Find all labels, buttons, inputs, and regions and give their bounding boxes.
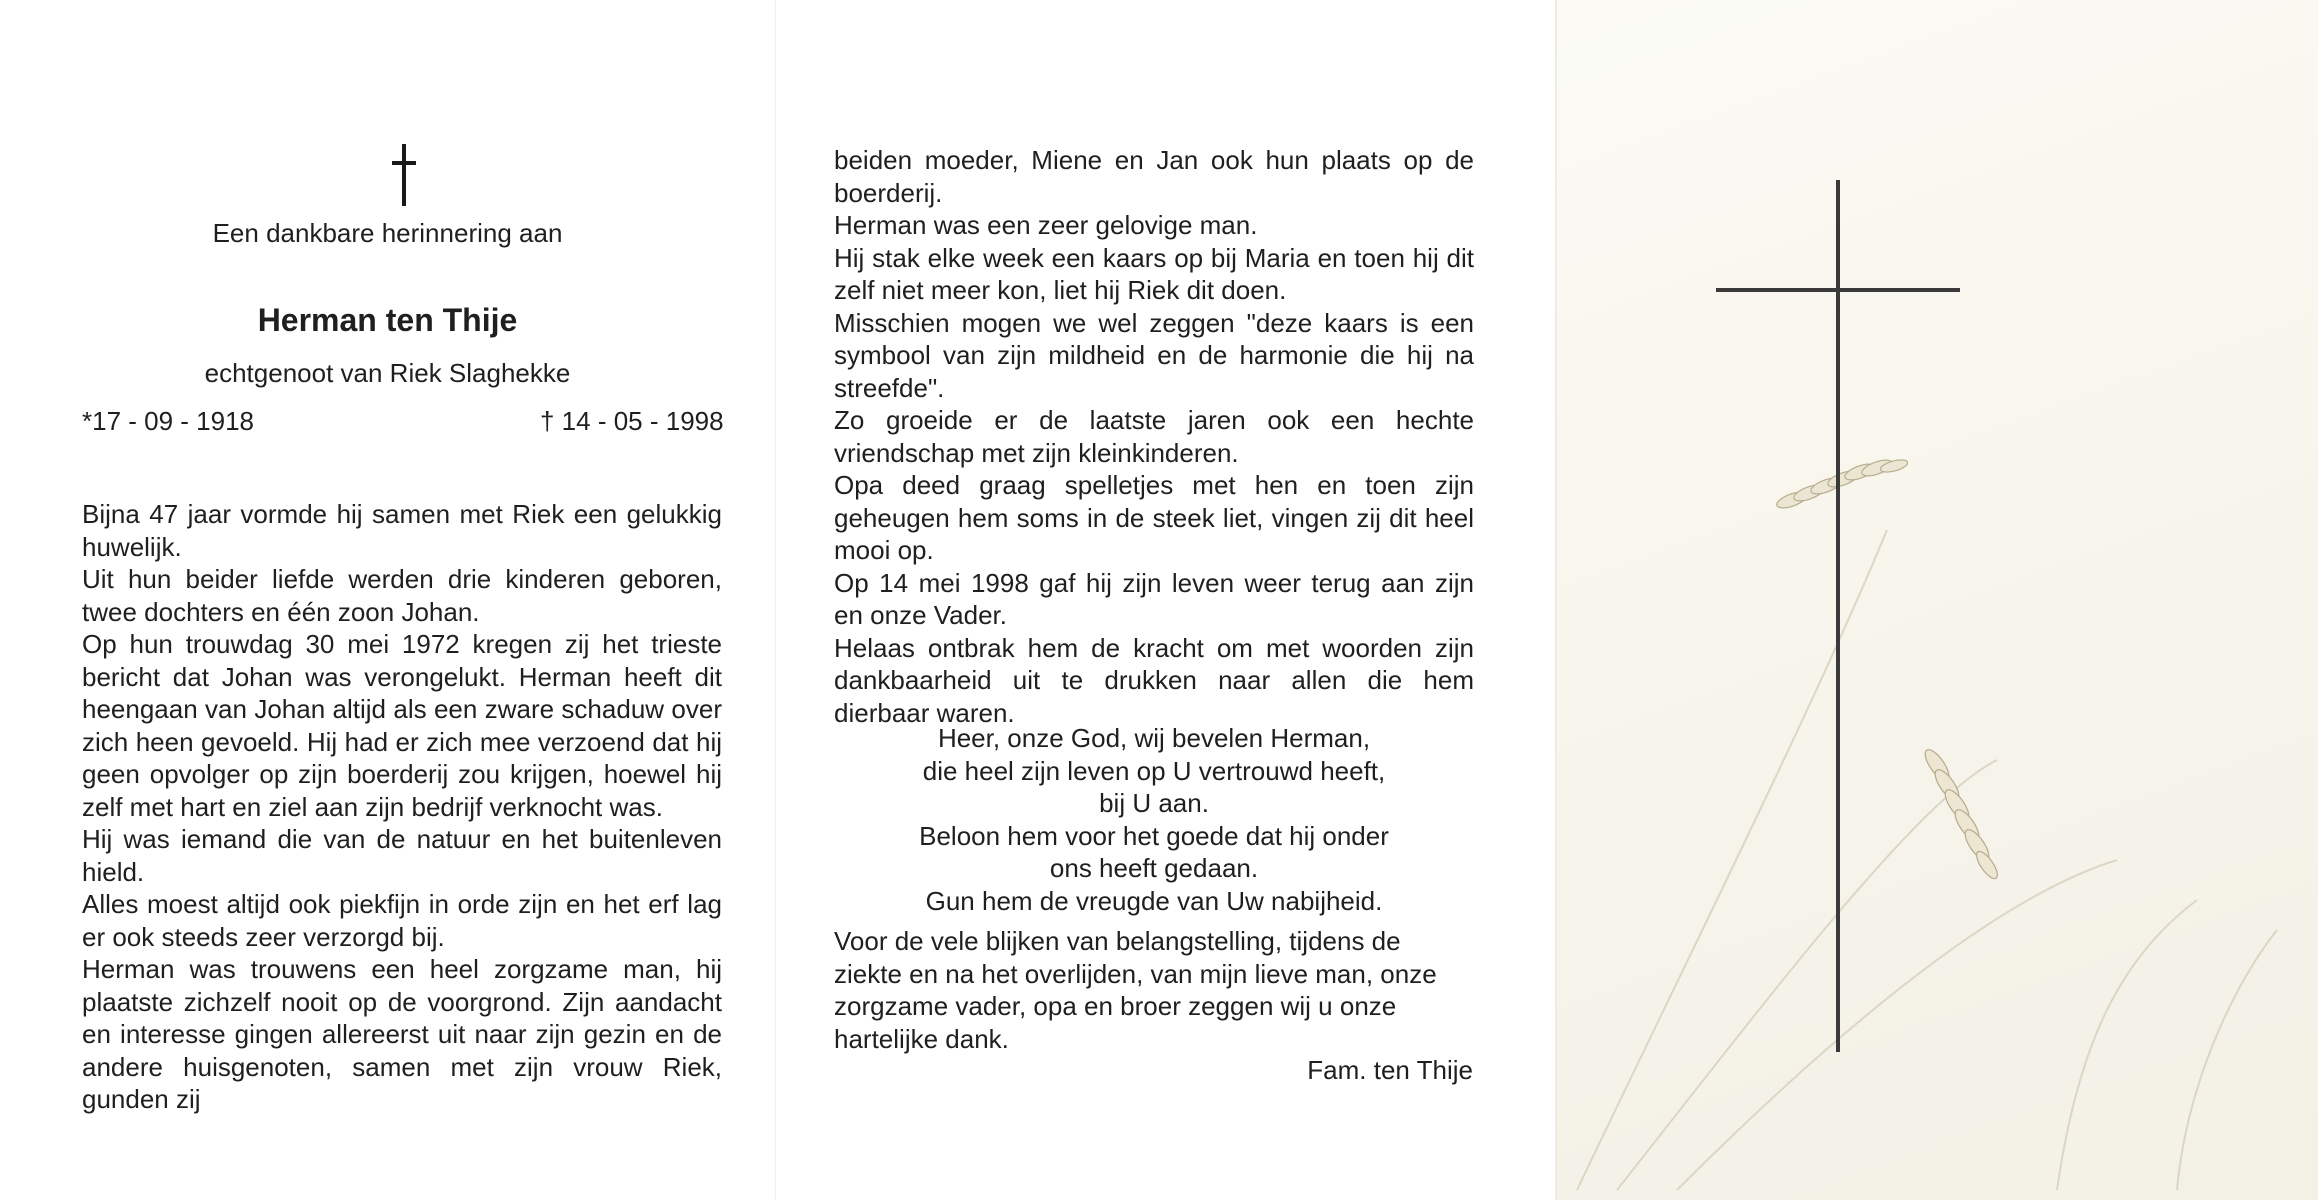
paragraph: Opa deed graag spelletjes met hen en toen zijn geheugen hem soms in de steek liet, vingen zij dit heel mooi op. bbox=[834, 470, 1474, 565]
paragraph: Herman was trouwens een heel zorgzame man, hij plaatste zichzelf nooit op de voorgrond. Zijn aandacht en interesse gingen allereerst uit naar zijn gezin en de andere huisgenoten, samen met zijn vrouw Riek, gunden zij bbox=[82, 954, 722, 1114]
paragraph: Helaas ontbrak hem de kracht om met woorden zijn dankbaarheid uit te drukken naar allen die hem dierbaar waren. bbox=[834, 632, 1474, 728]
prayer-block bbox=[834, 722, 1474, 917]
paragraph: Misschien mogen we wel zeggen "deze kaars is een symbool van zijn mildheid en de harmonie die hij na streefde". bbox=[834, 307, 1474, 403]
prayer-line: Beloon hem voor het goede dat hij onder bbox=[919, 820, 1389, 851]
cover-panel bbox=[1555, 0, 2318, 1200]
paragraph: beiden moeder, Miene en Jan ook hun plaats op de boerderij. bbox=[834, 145, 1474, 208]
birth-date: *17 - 09 - 1918 bbox=[82, 406, 255, 436]
prayer-line: ons heeft gedaan. bbox=[1049, 853, 1259, 883]
wheat-ears-illustration bbox=[1557, 0, 2318, 1200]
spouse-line: echtgenoot van Riek Slaghekke bbox=[204, 358, 571, 388]
middle-text-block bbox=[834, 144, 1474, 729]
family-signature: Fam. ten Thije bbox=[1307, 1055, 1473, 1085]
paragraph: Hij was iemand die van de natuur en het buitenleven hield. bbox=[82, 824, 722, 887]
paragraph: Herman was een zeer gelovige man. bbox=[834, 210, 1258, 240]
intro-line: Een dankbare herinnering aan bbox=[212, 218, 563, 248]
death-date: † 14 - 05 - 1998 bbox=[540, 406, 724, 436]
prayer-line: Gun hem de vreugde van Uw nabijheid. bbox=[925, 885, 1383, 916]
paragraph: Op 14 mei 1998 gaf hij zijn leven weer terug aan zijn en onze Vader. bbox=[834, 567, 1474, 630]
prayer-line: die heel zijn leven op U vertrouwd heeft, bbox=[922, 755, 1386, 786]
paragraph: Zo groeide er de laatste jaren ook een hechte vriendschap met zijn kleinkinderen. bbox=[834, 405, 1474, 468]
paragraph: Op hun trouwdag 30 mei 1972 kregen zij het trieste bericht dat Johan was verongelukt. Herman heeft dit heengaan van Johan altijd als een zware schaduw over zich heen gevoeld. Hij had er zich mee verzoend dat hij geen opvolger op zijn boerderij zou krijgen, hoewel hij zelf met hart en ziel aan zijn bedrijf verknocht was. bbox=[82, 629, 722, 822]
paragraph: Uit hun beider liefde werden drie kinderen geboren, twee dochters en één zoon Johan. bbox=[82, 564, 722, 627]
cross-icon-bar bbox=[1716, 288, 1960, 292]
cross-icon bbox=[1836, 180, 1840, 1052]
thanks-paragraph: Voor de vele blijken van belangstelling, tijdens de ziekte en na het overlijden, van mijn lieve man, onze zorgzame vader, opa en broer zeggen wij u onze hartelijke dank. bbox=[834, 926, 1437, 1054]
paragraph: Bijna 47 jaar vormde hij samen met Riek een gelukkig huwelijk. bbox=[82, 499, 722, 562]
deceased-name: Herman ten Thije bbox=[257, 302, 518, 338]
paragraph: Alles moest altijd ook piekfijn in orde zijn en het erf lag er ook steeds zeer verzorgd bij. bbox=[82, 889, 722, 952]
left-text-block bbox=[82, 498, 722, 1116]
prayer-line: bij U aan. bbox=[1099, 788, 1209, 818]
paragraph: Hij stak elke week een kaars op bij Maria en toen hij dit zelf niet meer kon, liet hij Riek dit doen. bbox=[834, 242, 1474, 305]
prayer-line: Heer, onze God, wij bevelen Herman, bbox=[937, 723, 1371, 753]
